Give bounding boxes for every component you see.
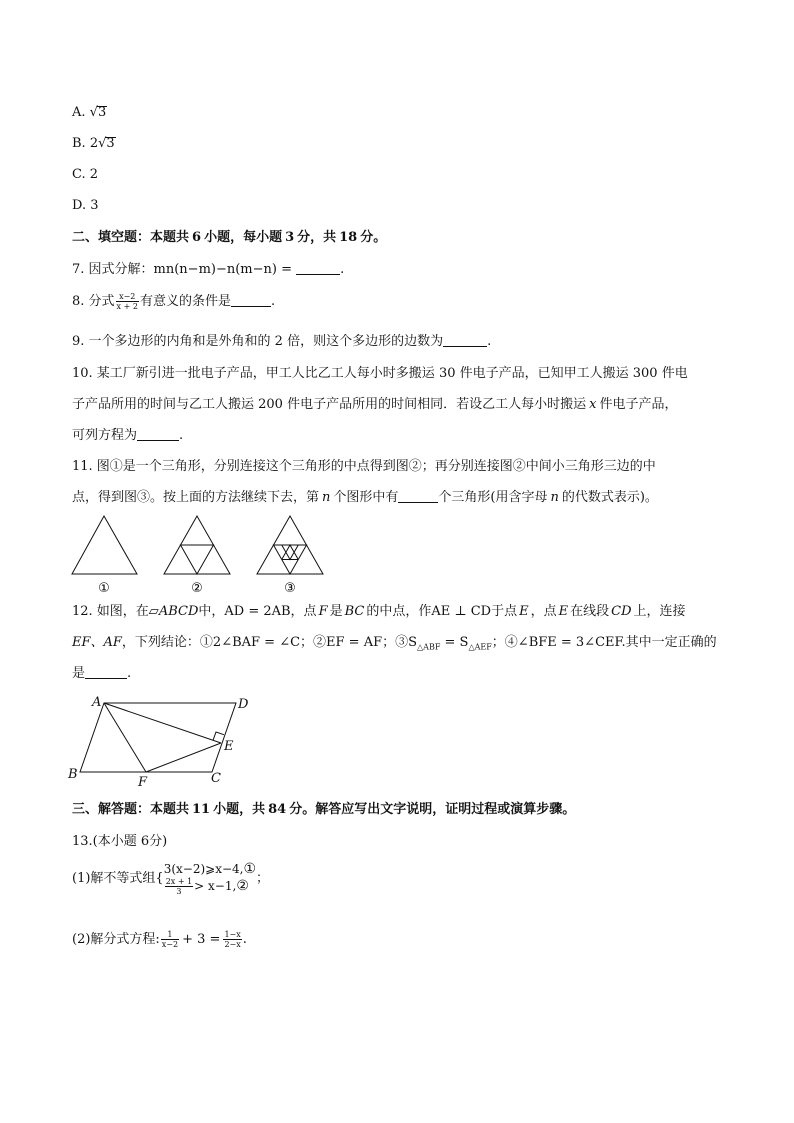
q8-fraction	[116, 292, 139, 311]
q10-l3: 可列方程为	[72, 428, 138, 443]
q12-answer-blank[interactable]	[85, 665, 127, 679]
label-e: E	[224, 739, 234, 754]
question-13-title: 13.(本小题 6分)	[72, 834, 168, 849]
question-8	[72, 292, 275, 311]
q8-suffix: 有意义的条件是	[139, 294, 231, 309]
s3-num2: 84	[268, 802, 287, 817]
right-angle-mark	[213, 732, 224, 740]
q12-l1e: ，点	[530, 604, 557, 619]
label-a: A	[92, 695, 102, 710]
label-d: D	[238, 697, 249, 712]
s3-c: 分。解答应写出文字说明，证明过程或演算步骤。	[289, 802, 576, 817]
q12-l1c: 是	[329, 604, 343, 619]
inequality-system	[164, 862, 256, 896]
q10-end: .	[179, 428, 184, 443]
ineq2-num: 2x + 1	[165, 877, 193, 886]
q12-l1b: 中，AD = 2AB，点	[198, 604, 317, 619]
s2-num1: 6	[192, 230, 202, 245]
sqrt-symbol: √	[89, 105, 98, 120]
option-a-value: 3	[97, 105, 107, 120]
q13-mid: + 3 =	[182, 932, 221, 947]
question-12-line-2	[72, 634, 717, 657]
q12-abcd: ABCD	[158, 604, 199, 619]
f1-den: x−2	[161, 940, 179, 949]
segment-af	[104, 703, 146, 772]
q12-f: F	[318, 604, 328, 619]
triangle-figure-3-inner-2	[282, 545, 299, 560]
q12-l3: 是	[72, 666, 86, 681]
q12-l1a: 12. 如图，在▱	[72, 604, 159, 619]
q13-fraction-2	[223, 930, 241, 949]
f2-num: 1−x	[224, 930, 241, 939]
fig-label-1: ①	[98, 581, 110, 596]
q13-p2-end: .	[242, 932, 247, 947]
q12-cd: CD	[611, 604, 632, 619]
triangle-figures	[70, 512, 330, 597]
s2-b: 小题，每小题	[204, 230, 283, 245]
fig-label-2: ②	[191, 581, 203, 596]
q13-p1-end: ；	[256, 871, 270, 886]
s3-a: 三、解答题：本题共	[72, 802, 190, 817]
q11-l2a: 点，得到图③。按上面的方法继续下去，第	[72, 490, 320, 505]
q8-answer-blank[interactable]	[231, 293, 271, 307]
q12-e2: E	[558, 604, 569, 619]
question-13-part-1	[72, 862, 269, 896]
q8-den: x + 2	[116, 302, 138, 311]
q12-bc: BC	[344, 604, 365, 619]
s3-num1: 11	[192, 802, 211, 817]
q12-e: E	[519, 604, 529, 619]
section-2-heading	[72, 229, 386, 247]
q10-l2b: 件电子产品，	[599, 397, 678, 412]
q12-sub1: △ABF	[417, 642, 441, 652]
q12-l2c: = S	[440, 635, 469, 650]
ineq2-mark: ②	[236, 878, 249, 894]
q12-l1d: 的中点，作AE ⊥ CD于点	[366, 604, 518, 619]
question-10-line-3	[72, 427, 183, 445]
s2-a: 二、填空题：本题共	[72, 230, 190, 245]
ineq2-fraction	[165, 877, 193, 896]
option-d: D. 3	[72, 198, 99, 213]
q11-answer-blank[interactable]	[398, 489, 438, 503]
q9-end: .	[487, 334, 492, 349]
triangle-figure-1	[72, 516, 137, 574]
ineq2-rest: > x−1,	[194, 879, 237, 893]
q11-l2b: 个图形中有	[333, 490, 399, 505]
q7-end: .	[340, 262, 345, 277]
parallelogram-abcd	[80, 703, 236, 772]
question-13-part-2	[72, 930, 247, 949]
q8-prefix: 8. 分式	[72, 294, 115, 309]
q9-text: 9. 一个多边形的内角和是外角和的 2 倍，则这个多边形的边数为	[72, 334, 444, 349]
question-9	[72, 333, 491, 351]
q11-var: n	[322, 490, 331, 505]
q12-l1g: 上，连接	[633, 604, 686, 619]
option-a	[72, 104, 107, 122]
q13-p1-prefix: (1)解不等式组{	[72, 871, 164, 886]
question-12-line-3	[72, 665, 131, 683]
question-12-line-1	[72, 603, 686, 621]
option-b-coef: 2	[89, 136, 99, 151]
sqrt-symbol: √	[98, 136, 107, 151]
q7-answer-blank[interactable]	[296, 261, 340, 275]
q12-l2a: EF、AF	[72, 635, 122, 650]
q8-num: x−2	[116, 292, 139, 302]
option-c: C. 2	[72, 167, 99, 182]
s2-d: 分。	[360, 230, 387, 245]
q12-l1f: 在线段	[570, 604, 610, 619]
ineq2-den: 3	[176, 887, 182, 896]
inequality-2	[164, 877, 256, 896]
s3-b: 小题，共	[213, 802, 266, 817]
label-b: B	[68, 767, 78, 782]
q12-end: .	[127, 666, 132, 681]
s2-num2: 3	[285, 230, 295, 245]
ineq1-text: 3(x−2)⩾x−4,	[163, 862, 244, 876]
q12-sub2: △AEF	[468, 642, 492, 652]
triangle-figure-3-apex	[282, 545, 299, 560]
parallelogram-figure	[66, 692, 266, 788]
q9-answer-blank[interactable]	[443, 333, 487, 347]
q7-text: 7. 因式分解：mn(n−m)−n(m−n) =	[72, 262, 292, 277]
ineq1-mark: ①	[243, 861, 257, 877]
label-f: F	[138, 775, 148, 788]
question-10-line-2	[72, 396, 677, 414]
q8-end: .	[270, 294, 276, 309]
q11-var2: n	[550, 490, 559, 505]
f1-num: 1	[161, 930, 179, 940]
q13-fraction-1	[161, 930, 179, 949]
q12-l2b: ，下列结论：①2∠BAF = ∠C；②EF = AF；③S	[121, 635, 418, 650]
option-a-prefix: A.	[72, 105, 86, 120]
option-b-prefix: B.	[72, 136, 86, 151]
label-c: C	[211, 771, 221, 786]
q13-p2-prefix: (2)解分式方程:	[72, 932, 160, 947]
s2-num3: 18	[339, 230, 358, 245]
q10-answer-blank[interactable]	[137, 427, 179, 441]
fig-label-3: ③	[284, 581, 296, 596]
question-7	[72, 261, 344, 279]
f2-den: 2−x	[224, 940, 241, 949]
option-b-value: 3	[106, 136, 115, 151]
q10-var: x	[589, 397, 597, 412]
option-b	[72, 135, 116, 153]
triangle-figure-2-inner	[181, 545, 214, 574]
question-10-line-1: 10. 某工厂新引进一批电子产品，甲工人比乙工人每小时多搬运 30 件电子产品，已知甲工人搬运 300 件电	[72, 366, 688, 381]
segment-ae	[104, 703, 221, 743]
question-11-line-1: 11. 图①是一个三角形，分别连接这个三角形的中点得到图②；再分别连接图②中间小三角形三边的中	[72, 459, 656, 474]
question-11-line-2	[72, 489, 658, 507]
inequality-1	[164, 862, 256, 877]
s2-c: 分，共	[297, 230, 337, 245]
q12-l2d: ；④∠BFE = 3∠CEF.其中一定正确的	[491, 635, 717, 650]
section-3-heading	[72, 801, 575, 819]
q11-l2d: 的代数式表示)。	[561, 490, 658, 505]
q11-l2c: 个三角形(用含字母	[438, 490, 548, 505]
segment-ef	[146, 743, 221, 772]
q10-l2a: 子产品所用的时间与乙工人搬运 200 件电子产品所用的时间相同．若设乙工人每小时搬运	[72, 397, 587, 412]
